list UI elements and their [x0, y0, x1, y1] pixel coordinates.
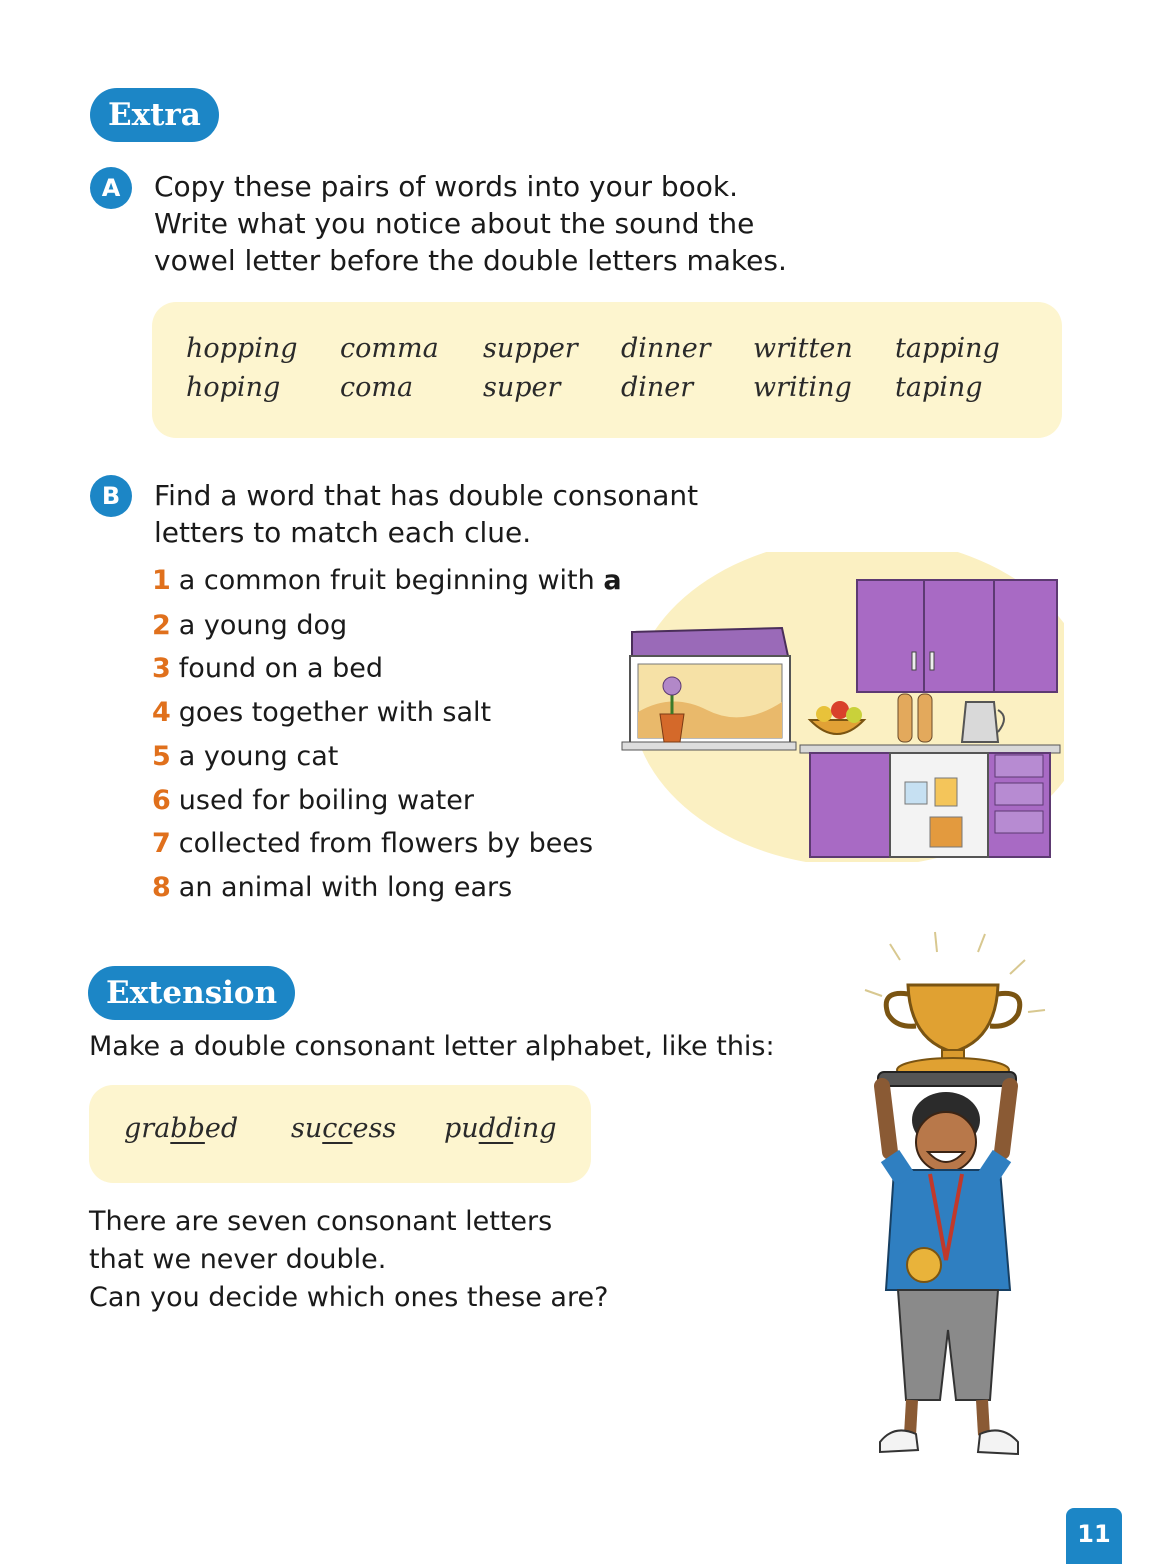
word-pair: [895, 329, 1000, 407]
closing-line: that we never double.: [89, 1244, 387, 1275]
clue-number: 7: [152, 828, 171, 859]
instruction-line: Write what you notice about the sound the: [154, 207, 755, 240]
clue-number: 8: [152, 872, 171, 903]
example-double-letters: cc: [322, 1113, 353, 1144]
clue-item: [152, 697, 491, 728]
example-part: ess: [352, 1113, 397, 1144]
word-pair: [340, 329, 439, 407]
extra-heading: Extra: [90, 88, 219, 142]
clue-text: an animal with long ears: [178, 872, 513, 903]
example-word: [444, 1113, 557, 1144]
clue-text: goes together with salt: [178, 697, 492, 728]
word-top: comma: [340, 333, 439, 364]
clue-item: [152, 872, 512, 903]
word-pair: [753, 329, 853, 407]
example-word: [291, 1113, 396, 1144]
kitchen-illustration: [612, 552, 1064, 862]
clue-number: 1: [152, 565, 171, 596]
word-top: dinner: [621, 333, 711, 364]
section-a-instruction: [154, 168, 787, 279]
clue-text: found on a bed: [178, 653, 383, 684]
clue-text: a common fruit beginning with: [178, 565, 604, 596]
word-pair: [621, 329, 711, 407]
extension-closing: [89, 1203, 608, 1317]
word-bottom: taping: [895, 372, 983, 403]
closing-line: There are seven consonant letters: [89, 1206, 553, 1237]
instruction-line: vowel letter before the double letters makes.: [154, 244, 787, 277]
word-top: supper: [483, 333, 578, 364]
word-top: hopping: [186, 333, 298, 364]
example-double-letters: bb: [170, 1113, 205, 1144]
clue-number: 6: [152, 785, 171, 816]
example-part: gra: [124, 1113, 171, 1144]
extension-heading: Extension: [88, 966, 295, 1020]
section-a-badge: A: [90, 167, 132, 209]
extension-instruction: Make a double consonant letter alphabet, like this:: [89, 1031, 775, 1062]
word-top: written: [753, 333, 853, 364]
clue-text: used for boiling water: [178, 785, 474, 816]
section-b-badge: B: [90, 475, 132, 517]
example-part: ing: [513, 1113, 557, 1144]
clue-item: [152, 828, 593, 859]
boy-with-trophy-illustration: [850, 930, 1055, 1490]
word-pair: [186, 329, 298, 407]
clue-text: a young cat: [178, 741, 339, 772]
word-top: tapping: [895, 333, 1000, 364]
clue-text: a young dog: [178, 610, 348, 641]
instruction-line: letters to match each clue.: [154, 516, 532, 549]
example-double-letters: dd: [478, 1113, 514, 1144]
instruction-line: Copy these pairs of words into your book.: [154, 170, 739, 203]
word-bottom: hoping: [186, 372, 281, 403]
clue-item: [152, 565, 622, 596]
example-part: ed: [204, 1113, 239, 1144]
closing-line: Can you decide which ones these are?: [89, 1282, 609, 1313]
word-bottom: coma: [340, 372, 414, 403]
example-part: pu: [444, 1113, 479, 1144]
clue-number: 5: [152, 741, 171, 772]
word-bottom: writing: [753, 372, 852, 403]
clue-text: collected from flowers by bees: [178, 828, 594, 859]
page-number: 11: [1066, 1508, 1122, 1564]
example-part: su: [291, 1113, 323, 1144]
word-bottom: diner: [621, 372, 694, 403]
clue-number: 4: [152, 697, 171, 728]
clue-bold-letter: a: [603, 565, 622, 596]
clue-number: 3: [152, 653, 171, 684]
clue-item: [152, 610, 347, 641]
instruction-line: Find a word that has double consonant: [154, 479, 699, 512]
clue-number: 2: [152, 610, 171, 641]
clue-item: [152, 741, 338, 772]
example-word: [124, 1113, 238, 1144]
clue-item: [152, 653, 383, 684]
word-bottom: super: [483, 372, 561, 403]
section-b-instruction: [154, 477, 698, 551]
word-pair: [483, 329, 578, 407]
clue-item: [152, 785, 474, 816]
